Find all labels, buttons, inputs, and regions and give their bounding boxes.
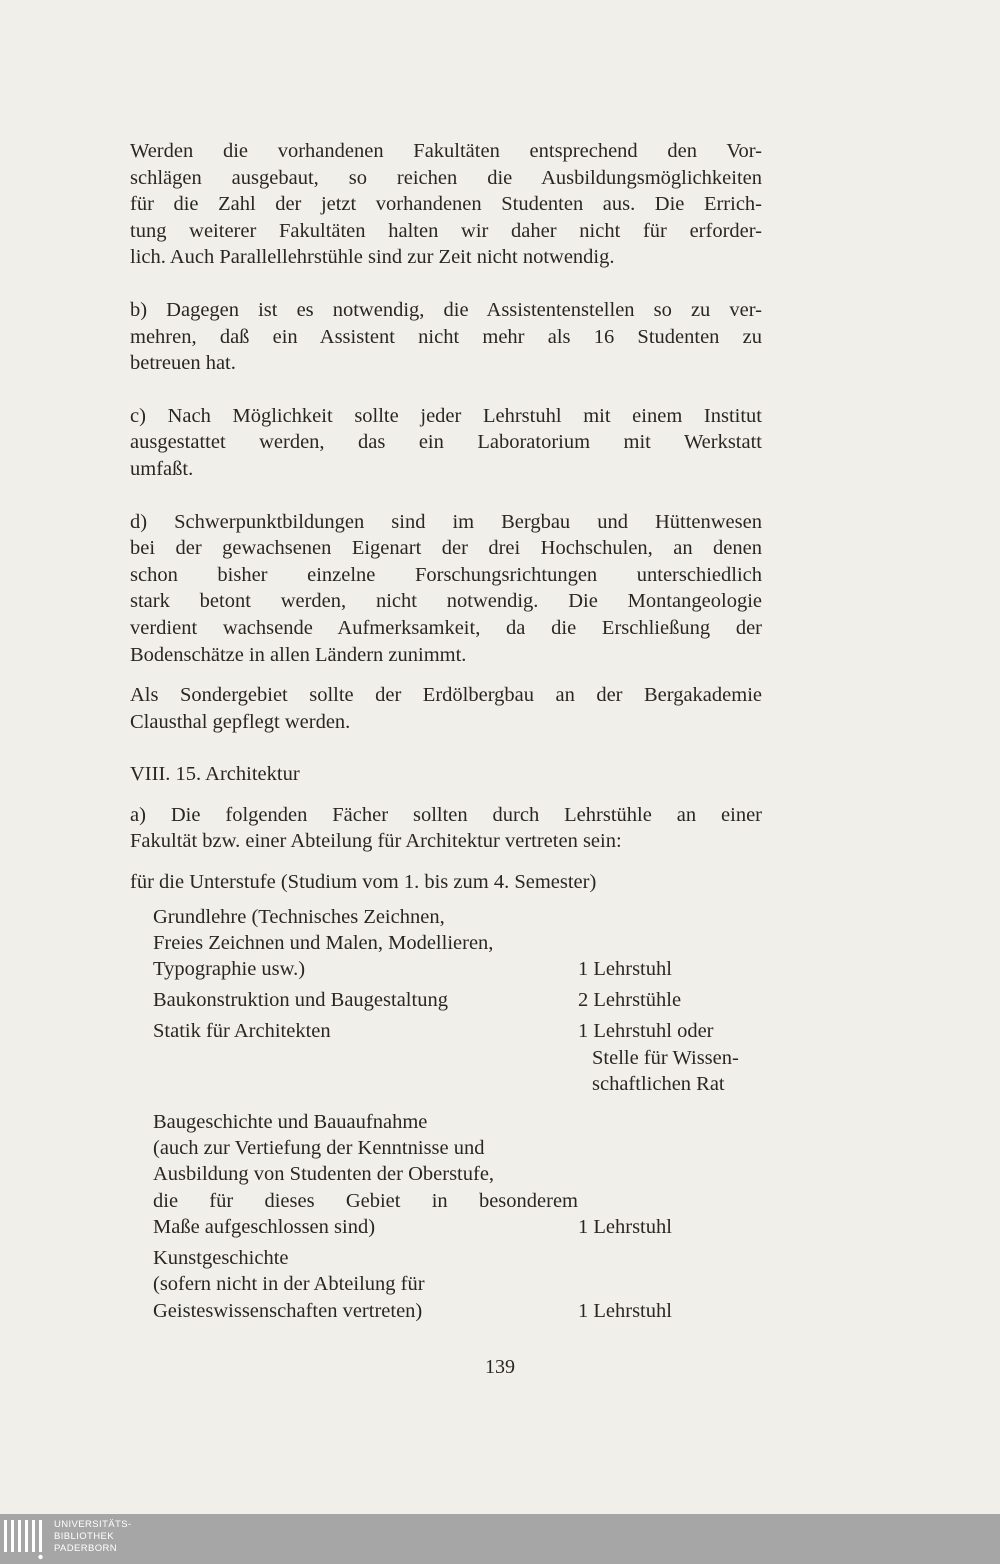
value-cell: 2 Lehrstühle [578, 989, 682, 1012]
library-logo-icon [4, 1518, 44, 1560]
logo-line: BIBLIOTHEK [54, 1531, 114, 1542]
subject-line: Maße aufgeschlossen sind) [153, 1215, 376, 1238]
subject-line: die für dieses Gebiet in besonderem [153, 1189, 578, 1212]
subject-line: Kunstgeschichte [153, 1247, 289, 1270]
value-cell: 1 Lehrstuhl [578, 958, 672, 981]
paragraph-intro [130, 138, 762, 271]
table-row [153, 1245, 773, 1324]
section-heading: VIII. 15. Architektur [130, 763, 300, 786]
page-number: 139 [485, 1356, 515, 1378]
table-row [153, 1109, 773, 1240]
text-line: stark betont werden, nicht notwendig. Die Montangeologie [130, 590, 762, 613]
subject-line: Ausbildung von Studenten der Oberstufe, [153, 1163, 495, 1186]
subject-line: Freies Zeichnen und Malen, Modellieren, [153, 931, 494, 954]
text-line: c) Nach Möglichkeit sollte jeder Lehrstuhl mit einem Institut [130, 404, 762, 427]
text-line: a) Die folgenden Fächer sollten durch Lehrstühle an einer [130, 803, 762, 826]
text-line: d) Schwerpunktbildungen sind im Bergbau und Hüttenwesen [130, 510, 762, 533]
paragraph-sondergebiet [130, 682, 762, 735]
subject-line: Geisteswissenschaften vertreten) [153, 1299, 423, 1322]
subject-line: (sofern nicht in der Abteilung für [153, 1273, 425, 1296]
table-row [153, 987, 773, 1013]
paragraph-a [130, 802, 762, 855]
value-line: Stelle für Wissen- [592, 1046, 739, 1069]
text-line: mehren, daß ein Assistent nicht mehr als 16 Studenten zu [130, 325, 762, 348]
paragraph-c [130, 403, 762, 483]
text-line: schon bisher einzelne Forschungsrichtungen unterschiedlich [130, 563, 762, 586]
subject-line: Typographie usw.) [153, 958, 306, 981]
subject-table [153, 904, 773, 1324]
library-logo-text [54, 1519, 132, 1555]
text-line: für die Unterstufe (Studium vom 1. bis zum 4. Semester) [130, 871, 597, 894]
table-row [153, 1018, 773, 1097]
paragraph-d [130, 509, 762, 669]
text-column [130, 138, 762, 1324]
table-row [153, 904, 773, 983]
text-line: umfaßt. [130, 457, 194, 480]
subject-cell [153, 1109, 578, 1240]
value-line: schaftlichen Rat [592, 1072, 725, 1095]
library-footer-bar [0, 1514, 1000, 1564]
subject-cell: Baukonstruktion und Baugestaltung [153, 989, 448, 1012]
value-cell: 1 Lehrstuhl [578, 1215, 672, 1238]
text-line: betreuen hat. [130, 352, 236, 375]
subject-line: (auch zur Vertiefung der Kenntnisse und [153, 1137, 485, 1160]
paragraph-b [130, 297, 762, 377]
text-line: für die Zahl der jetzt vorhandenen Studenten aus. Die Errich- [130, 193, 762, 216]
text-line: bei der gewachsenen Eigenart der drei Hochschulen, an denen [130, 537, 762, 560]
text-line: Fakultät bzw. einer Abteilung für Architektur vertreten sein: [130, 830, 622, 853]
unterstufe-line [130, 869, 762, 896]
subject-cell: Statik für Architekten [153, 1020, 331, 1043]
value-cell: 1 Lehrstuhl [578, 1299, 672, 1322]
value-line: 1 Lehrstuhl oder [578, 1020, 714, 1043]
text-line: lich. Auch Parallellehrstühle sind zur Zeit nicht notwendig. [130, 246, 615, 269]
text-line: tung weiterer Fakultäten halten wir daher nicht für erforder- [130, 219, 762, 242]
logo-line: UNIVERSITÄTS- [54, 1519, 132, 1530]
text-line: ausgestattet werden, das ein Laboratorium mit Werkstatt [130, 431, 762, 454]
text-line: b) Dagegen ist es notwendig, die Assistentenstellen so zu ver- [130, 298, 762, 321]
text-line: verdient wachsende Aufmerksamkeit, da die Erschließung der [130, 616, 762, 639]
logo-line: PADERBORN [54, 1543, 118, 1554]
subject-line: Grundlehre (Technisches Zeichnen, [153, 905, 445, 928]
subject-cell [153, 904, 578, 983]
text-line: Bodenschätze in allen Ländern zunimmt. [130, 643, 467, 666]
text-line: Clausthal gepflegt werden. [130, 710, 351, 733]
text-line: schlägen ausgebaut, so reichen die Ausbildungsmöglichkeiten [130, 166, 762, 189]
text-line: Werden die vorhandenen Fakultäten entsprechend den Vor- [130, 140, 762, 162]
value-cell [578, 1018, 773, 1097]
subject-line: Baugeschichte und Bauaufnahme [153, 1111, 428, 1134]
subject-cell [153, 1245, 578, 1324]
text-line: Als Sondergebiet sollte der Erdölbergbau an der Bergakademie [130, 684, 762, 707]
